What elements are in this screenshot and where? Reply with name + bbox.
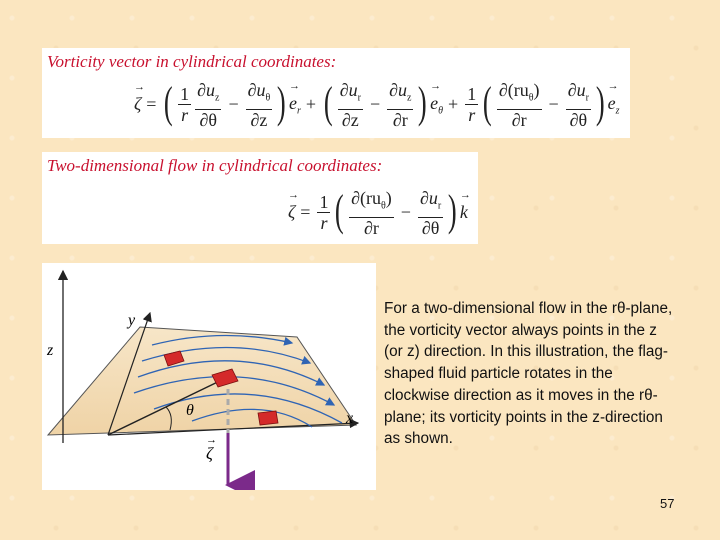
unit-vector-k: → k	[460, 202, 468, 223]
figure-caption: For a two-dimensional flow in the rθ-plane, the vorticity vector always points in the z (or z) direction. In this illustration, the flag-shaped fluid particle rotates in the clockwise direction as it moves in the rθ-plane; its vorticity points in the z-direction as shown.	[384, 300, 673, 448]
unit-vector-ez: → $e_z$	[608, 93, 620, 117]
flow-illustration	[42, 263, 376, 490]
vorticity-cylindrical-panel	[42, 48, 630, 138]
zeta-vector: → ζ	[134, 94, 141, 115]
label-z: z	[47, 342, 54, 359]
two-dimensional-flow-panel	[42, 152, 478, 244]
label-zeta: ζ	[206, 444, 213, 463]
panel-title: Two-dimensional flow in cylindrical coordinates:	[47, 156, 383, 175]
r-theta-plane	[48, 327, 356, 435]
unit-vector-er: → $e_r$	[289, 93, 301, 117]
label-theta: θ	[186, 402, 194, 419]
label-x: x	[346, 410, 354, 427]
two-d-vorticity-equation: → ζ = $\frac{1}{r}$ ( $\frac{\partial(ru_\theta)}{\partial r}$ − $\frac{\partial u_r}{\partial\theta}$ ) → k	[288, 188, 468, 238]
zeta-vector: → ζ	[288, 202, 295, 223]
label-y: y	[128, 312, 136, 329]
page-number: 57	[660, 496, 675, 511]
panel-title: Vorticity vector in cylindrical coordinates:	[47, 52, 337, 71]
unit-vector-etheta: → $e_\theta$	[430, 93, 443, 117]
svg-text:→: →	[206, 434, 217, 446]
flow-illustration-panel	[42, 263, 376, 490]
vorticity-equation: → ζ = ( $\frac{1}{r}$ $\frac{\partial u_z}{\partial\theta}$ − $\frac{\partial u_\theta}{\partial z}$ ) → $e_r$ + ( $\frac{\partial u_r}{\partial z}$ − $\frac{\partial u_z}{\partial r}$ ) → $e_\theta$ + $\frac{1}{r}$ ( $\frac{\partial(ru_\theta)}{\partial r}$ − $\frac{\partial u_r}{\partial\theta}$ ) → $e_z$	[134, 80, 620, 130]
